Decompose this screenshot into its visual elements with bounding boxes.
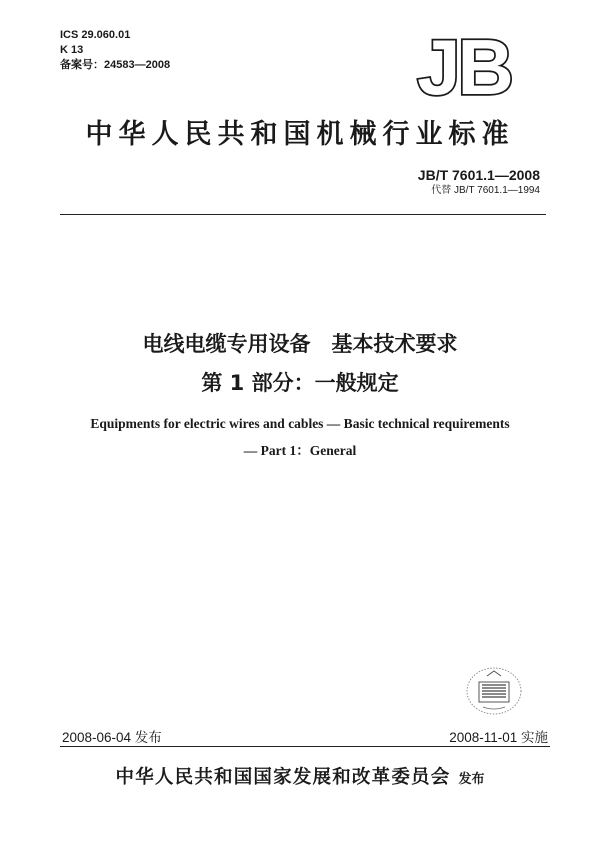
issue-verb: 发布 [458, 772, 485, 787]
publisher-seal-icon [465, 666, 523, 716]
standard-number-block [418, 166, 540, 198]
jb-logo [408, 32, 520, 102]
title-english-line-2: — Part 1：General [243, 443, 357, 458]
classification-block [60, 28, 170, 73]
issuing-authority [0, 763, 600, 789]
jb-logo-text: JB [417, 32, 511, 102]
standard-category-title: 中华人民共和国机械行业标准 [85, 119, 515, 150]
standard-number: JB/T 7601.1—2008 [417, 167, 540, 183]
title-english-line-1: Equipments for electric wires and cables — Basic technical requirements [90, 416, 510, 431]
record-number: 备案号：24583—2008 [60, 59, 171, 71]
ics-code: ICS 29.060.01 [60, 29, 131, 41]
header-divider [60, 214, 546, 215]
footer-divider [60, 746, 550, 747]
issuing-authority-name: 中华人民共和国国家发展和改革委员会 [115, 767, 451, 788]
title-chinese-line-1: 电线电缆专用设备 基本技术要求 [142, 332, 458, 356]
replaces-standard: 代替 JB/T 7601.1—1994 [431, 185, 540, 196]
issue-date: 2008-06-04 发布 [62, 730, 162, 745]
title-chinese-line-2: 第 1 部分：一般规定 [201, 371, 399, 395]
implementation-date: 2008-11-01 实施 [449, 730, 548, 745]
ccs-code: K 13 [60, 44, 84, 56]
